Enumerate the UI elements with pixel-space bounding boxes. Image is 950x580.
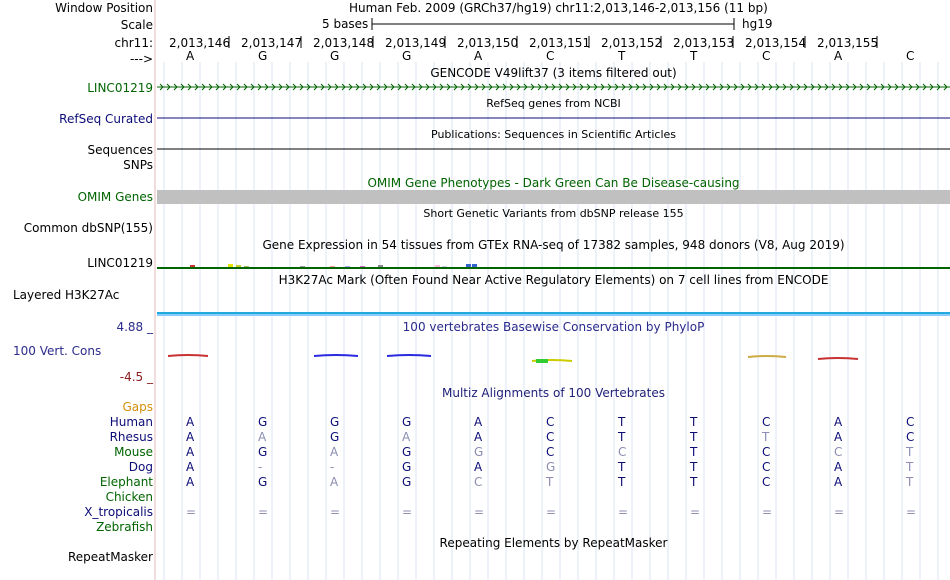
gencode-strand-arrow bbox=[230, 84, 233, 90]
alignment-base: T bbox=[618, 460, 626, 474]
gencode-strand-arrow bbox=[342, 84, 345, 90]
alignment-base: A bbox=[834, 415, 843, 429]
gencode-strand-arrow bbox=[517, 84, 520, 90]
alignment-base: C bbox=[762, 475, 771, 489]
gencode-strand-arrow bbox=[657, 84, 660, 90]
gencode-strand-arrow bbox=[580, 84, 583, 90]
phylop-min-label: -4.5 _ bbox=[119, 370, 153, 384]
gencode-strand-arrow bbox=[265, 84, 268, 90]
alignment-base: A bbox=[402, 430, 411, 444]
publications-track-title: Publications: Sequences in Scientific Articles bbox=[431, 128, 676, 141]
gencode-strand-arrow bbox=[251, 84, 254, 90]
alignment-base: A bbox=[330, 445, 339, 459]
gencode-strand-arrow bbox=[699, 84, 702, 90]
gencode-strand-arrow bbox=[622, 84, 625, 90]
gencode-strand-arrow bbox=[510, 84, 513, 90]
gencode-strand-arrow bbox=[636, 84, 639, 90]
phylop-score-segment bbox=[387, 355, 431, 356]
gtex-tissue-bar bbox=[345, 266, 350, 267]
omim-feature-bar bbox=[157, 190, 950, 204]
gencode-strand-arrow bbox=[748, 84, 751, 90]
phylop-track-label[interactable]: 100 Vert. Cons bbox=[13, 344, 102, 358]
alignment-base: = bbox=[762, 505, 773, 519]
gencode-strand-arrow bbox=[608, 84, 611, 90]
scale-label: Scale bbox=[120, 18, 153, 32]
alignment-base: C bbox=[762, 445, 771, 459]
gencode-strand-arrow bbox=[720, 84, 723, 90]
ruler-position-label: 2,013,149 bbox=[385, 36, 447, 50]
gencode-strand-arrow bbox=[818, 84, 821, 90]
gencode-strand-arrow bbox=[503, 84, 506, 90]
gencode-strand-arrow bbox=[314, 84, 317, 90]
gencode-strand-arrow bbox=[839, 84, 842, 90]
gtex-tissue-bar bbox=[190, 265, 195, 267]
alignment-base: G bbox=[402, 460, 412, 474]
position-title: Human Feb. 2009 (GRCh37/hg19) chr11:2,013,146-2,013,156 (11 bp) bbox=[349, 1, 768, 15]
alignment-base: = bbox=[546, 505, 557, 519]
gencode-strand-arrow bbox=[216, 84, 219, 90]
ruler-base: G bbox=[258, 49, 268, 63]
alignment-base: A bbox=[186, 430, 195, 444]
gencode-strand-arrow bbox=[174, 84, 177, 90]
gencode-strand-arrow bbox=[804, 84, 807, 90]
gencode-strand-arrow bbox=[356, 84, 359, 90]
gencode-strand-arrow bbox=[300, 84, 303, 90]
alignment-base: C bbox=[762, 460, 771, 474]
phylop-score-segment bbox=[314, 355, 358, 356]
gencode-strand-arrow bbox=[811, 84, 814, 90]
gencode-strand-arrow bbox=[349, 84, 352, 90]
omim-track-label[interactable]: OMIM Genes bbox=[77, 190, 153, 204]
gencode-strand-arrow bbox=[545, 84, 548, 90]
alignment-base: T bbox=[762, 430, 770, 444]
alignment-base: = bbox=[690, 505, 701, 519]
gencode-strand-arrow bbox=[573, 84, 576, 90]
gencode-strand-arrow bbox=[321, 84, 324, 90]
alignment-base: T bbox=[690, 415, 698, 429]
alignment-base: = bbox=[402, 505, 413, 519]
ruler-position-label: 2,013,146 bbox=[169, 36, 231, 50]
ruler-position-label: 2,013,147 bbox=[241, 36, 303, 50]
alignment-base: A bbox=[258, 430, 267, 444]
gencode-strand-arrow bbox=[377, 84, 380, 90]
h3k27ac-signal-a bbox=[157, 312, 950, 314]
ruler-position-label: 2,013,151 bbox=[529, 36, 591, 50]
gencode-strand-arrow bbox=[391, 84, 394, 90]
ruler-base: C bbox=[906, 49, 915, 63]
ruler-position-label: 2,013,154 bbox=[745, 36, 807, 50]
gencode-strand-arrow bbox=[594, 84, 597, 90]
gencode-strand-arrow bbox=[643, 84, 646, 90]
ruler-base: G bbox=[330, 49, 340, 63]
gencode-strand-arrow bbox=[531, 84, 534, 90]
alignment-base: = bbox=[186, 505, 197, 519]
gencode-strand-arrow bbox=[524, 84, 527, 90]
alignment-base: C bbox=[906, 430, 915, 444]
alignment-base: T bbox=[546, 475, 554, 489]
multiz-track-title: Multiz Alignments of 100 Vertebrates bbox=[441, 386, 666, 400]
ruler-base: T bbox=[618, 49, 626, 63]
alignment-base: G bbox=[258, 415, 268, 429]
gencode-strand-arrow bbox=[167, 84, 170, 90]
gencode-strand-arrow bbox=[552, 84, 555, 90]
alignment-base: T bbox=[906, 475, 914, 489]
gencode-strand-arrow bbox=[671, 84, 674, 90]
gtex-tissue-bar bbox=[378, 265, 383, 267]
gencode-strand-arrow bbox=[734, 84, 737, 90]
species-label-mouse[interactable]: Mouse bbox=[114, 445, 153, 459]
alignment-base: A bbox=[186, 460, 195, 474]
alignment-base: G bbox=[330, 415, 340, 429]
gencode-strand-arrow bbox=[195, 84, 198, 90]
gtex-track-label[interactable]: LINC01219 bbox=[87, 256, 153, 270]
gencode-strand-arrow bbox=[923, 84, 926, 90]
alignment-base: = bbox=[258, 505, 269, 519]
ruler-position-label: 2,013,152 bbox=[601, 36, 663, 50]
alignment-base: = bbox=[906, 505, 917, 519]
gencode-strand-arrow bbox=[846, 84, 849, 90]
alignment-base: A bbox=[474, 460, 483, 474]
gencode-strand-arrow bbox=[426, 84, 429, 90]
gencode-strand-arrow bbox=[566, 84, 569, 90]
gencode-strand-arrow bbox=[209, 84, 212, 90]
alignment-base: T bbox=[690, 460, 698, 474]
gtex-tissue-bar bbox=[300, 266, 305, 267]
gtex-tissue-bar bbox=[472, 264, 477, 267]
gencode-strand-arrow bbox=[888, 84, 891, 90]
alignment-base: C bbox=[618, 445, 627, 459]
alignment-base: A bbox=[834, 430, 843, 444]
gencode-strand-arrow bbox=[160, 84, 163, 90]
ruler-position-label: 2,013,148 bbox=[313, 36, 375, 50]
ruler-base: C bbox=[546, 49, 555, 63]
gencode-strand-arrow bbox=[825, 84, 828, 90]
alignment-base: = bbox=[834, 505, 845, 519]
alignment-base: G bbox=[402, 475, 412, 489]
scale-text: 5 bases bbox=[322, 17, 369, 31]
gencode-strand-arrow bbox=[881, 84, 884, 90]
ruler-position-label: 2,013,150 bbox=[457, 36, 519, 50]
gencode-strand-arrow bbox=[237, 84, 240, 90]
alignment-base: G bbox=[330, 430, 340, 444]
gencode-strand-arrow bbox=[328, 84, 331, 90]
alignment-base: C bbox=[906, 415, 915, 429]
publications-label-line2[interactable]: SNPs bbox=[123, 158, 153, 172]
gencode-strand-arrow bbox=[867, 84, 870, 90]
window-position-label: Window Position bbox=[55, 1, 153, 15]
gencode-strand-arrow bbox=[832, 84, 835, 90]
gencode-strand-arrow bbox=[419, 84, 422, 90]
gencode-strand-arrow bbox=[769, 84, 772, 90]
gencode-strand-arrow bbox=[384, 84, 387, 90]
alignment-base: G bbox=[474, 445, 484, 459]
gencode-strand-arrow bbox=[496, 84, 499, 90]
chrom-label: chr11: bbox=[114, 36, 153, 50]
gencode-strand-arrow bbox=[244, 84, 247, 90]
alignment-base: A bbox=[186, 445, 195, 459]
species-label-dog[interactable]: Dog bbox=[128, 460, 153, 474]
gencode-strand-arrow bbox=[741, 84, 744, 90]
gencode-strand-arrow bbox=[398, 84, 401, 90]
gtex-tissue-bar bbox=[360, 266, 365, 267]
ruler-base: T bbox=[690, 49, 698, 63]
gtex-tissue-bar bbox=[244, 266, 249, 267]
gencode-strand-arrow bbox=[447, 84, 450, 90]
alignment-base: C bbox=[546, 445, 555, 459]
alignment-base: T bbox=[906, 445, 914, 459]
alignment-base: = bbox=[618, 505, 629, 519]
gencode-strand-arrow bbox=[685, 84, 688, 90]
phylop-score-segment bbox=[536, 359, 548, 363]
strand-label: ---> bbox=[129, 52, 153, 66]
phylop-score-segment bbox=[748, 356, 786, 357]
phylop-max-label: 4.88 _ bbox=[116, 320, 153, 334]
gencode-strand-arrow bbox=[468, 84, 471, 90]
gtex-track-title: Gene Expression in 54 tissues from GTEx RNA-seq of 17382 samples, 948 donors (V8, Aug 2019) bbox=[262, 238, 845, 252]
gencode-strand-arrow bbox=[258, 84, 261, 90]
ruler-base: A bbox=[474, 49, 483, 63]
repeatmasker-track-title: Repeating Elements by RepeatMasker bbox=[439, 536, 668, 550]
phylop-score-segment bbox=[168, 355, 208, 356]
gencode-strand-arrow bbox=[678, 84, 681, 90]
alignment-base: T bbox=[618, 430, 626, 444]
ruler-base: A bbox=[186, 49, 195, 63]
alignment-base: C bbox=[762, 415, 771, 429]
gencode-strand-arrow bbox=[853, 84, 856, 90]
alignment-base: G bbox=[402, 415, 412, 429]
gencode-strand-arrow bbox=[335, 84, 338, 90]
gtex-tissue-bar bbox=[435, 265, 440, 267]
alignment-base: G bbox=[258, 475, 268, 489]
gtex-tissue-bar bbox=[466, 264, 471, 267]
gencode-strand-arrow bbox=[790, 84, 793, 90]
gencode-strand-arrow bbox=[783, 84, 786, 90]
gencode-strand-arrow bbox=[286, 84, 289, 90]
alignment-base: A bbox=[474, 415, 483, 429]
gencode-strand-arrow bbox=[405, 84, 408, 90]
gencode-strand-arrow bbox=[475, 84, 478, 90]
gencode-strand-arrow bbox=[762, 84, 765, 90]
dbsnp-track-title: Short Genetic Variants from dbSNP release 155 bbox=[423, 207, 684, 220]
alignment-base: A bbox=[186, 415, 195, 429]
assembly-label: hg19 bbox=[742, 17, 773, 31]
gencode-strand-arrow bbox=[930, 84, 933, 90]
alignment-base: T bbox=[690, 475, 698, 489]
gencode-strand-arrow bbox=[188, 84, 191, 90]
alignment-base: A bbox=[330, 475, 339, 489]
ruler-base: A bbox=[834, 49, 843, 63]
gtex-tissue-bar bbox=[330, 266, 335, 267]
gencode-strand-arrow bbox=[776, 84, 779, 90]
species-label-elephant[interactable]: Elephant bbox=[99, 475, 153, 489]
gencode-track-title: GENCODE V49lift37 (3 items filtered out) bbox=[430, 66, 677, 80]
gencode-strand-arrow bbox=[706, 84, 709, 90]
gencode-strand-arrow bbox=[181, 84, 184, 90]
gencode-gene-label[interactable]: LINC01219 bbox=[87, 81, 153, 95]
gencode-strand-arrow bbox=[454, 84, 457, 90]
alignment-base: = bbox=[330, 505, 341, 519]
gencode-strand-arrow bbox=[272, 84, 275, 90]
gencode-strand-arrow bbox=[307, 84, 310, 90]
ruler-position-label: 2,013,153 bbox=[673, 36, 735, 50]
gencode-strand-arrow bbox=[615, 84, 618, 90]
gencode-strand-arrow bbox=[902, 84, 905, 90]
gencode-strand-arrow bbox=[293, 84, 296, 90]
alignment-base: C bbox=[834, 445, 843, 459]
gencode-strand-arrow bbox=[370, 84, 373, 90]
gencode-strand-arrow bbox=[944, 84, 947, 90]
gencode-strand-arrow bbox=[601, 84, 604, 90]
gencode-strand-arrow bbox=[461, 84, 464, 90]
gencode-strand-arrow bbox=[538, 84, 541, 90]
gencode-strand-arrow bbox=[279, 84, 282, 90]
ruler-base: C bbox=[762, 49, 771, 63]
h3k27ac-track-title: H3K27Ac Mark (Often Found Near Active Regulatory Elements) on 7 cell lines from ENCODE bbox=[278, 273, 829, 287]
alignment-base: T bbox=[690, 430, 698, 444]
gencode-strand-arrow bbox=[489, 84, 492, 90]
gencode-strand-arrow bbox=[412, 84, 415, 90]
gencode-strand-arrow bbox=[860, 84, 863, 90]
gencode-strand-arrow bbox=[937, 84, 940, 90]
alignment-base: = bbox=[474, 505, 485, 519]
gencode-strand-arrow bbox=[202, 84, 205, 90]
dbsnp-track-label[interactable]: Common dbSNP(155) bbox=[23, 221, 153, 235]
gtex-tissue-bar bbox=[442, 266, 447, 267]
gencode-strand-arrow bbox=[559, 84, 562, 90]
alignment-base: C bbox=[546, 430, 555, 444]
alignment-base: A bbox=[834, 460, 843, 474]
gencode-strand-arrow bbox=[874, 84, 877, 90]
alignment-base: A bbox=[186, 475, 195, 489]
gencode-strand-arrow bbox=[755, 84, 758, 90]
gencode-strand-arrow bbox=[223, 84, 226, 90]
gencode-strand-arrow bbox=[727, 84, 730, 90]
alignment-base: A bbox=[834, 475, 843, 489]
gencode-strand-arrow bbox=[629, 84, 632, 90]
h3k27ac-signal-b bbox=[157, 314, 950, 316]
alignment-base: T bbox=[690, 445, 698, 459]
alignment-base: G bbox=[546, 460, 556, 474]
gencode-strand-arrow bbox=[433, 84, 436, 90]
gencode-strand-arrow bbox=[909, 84, 912, 90]
refseq-track-label[interactable]: RefSeq Curated bbox=[59, 112, 153, 126]
species-label-x_tropicalis[interactable]: X_tropicalis bbox=[84, 505, 153, 519]
alignment-base: C bbox=[474, 475, 483, 489]
gtex-tissue-bar bbox=[228, 264, 233, 267]
alignment-base: A bbox=[474, 430, 483, 444]
alignment-base: - bbox=[330, 460, 335, 474]
publications-label-line1[interactable]: Sequences bbox=[87, 143, 153, 157]
gencode-strand-arrow bbox=[587, 84, 590, 90]
gencode-strand-arrow bbox=[650, 84, 653, 90]
gencode-strand-arrow bbox=[363, 84, 366, 90]
species-label-chicken[interactable]: Chicken bbox=[105, 490, 153, 504]
gencode-strand-arrow bbox=[916, 84, 919, 90]
species-label-human[interactable]: Human bbox=[109, 415, 153, 429]
phylop-score-segment bbox=[532, 360, 572, 361]
gaps-label: Gaps bbox=[122, 400, 153, 414]
ruler-position-label: 2,013,155 bbox=[817, 36, 879, 50]
ruler-base: G bbox=[402, 49, 412, 63]
phylop-track-title: 100 vertebrates Basewise Conservation by PhyloP bbox=[402, 320, 705, 334]
alignment-base: T bbox=[906, 460, 914, 474]
alignment-base: C bbox=[546, 415, 555, 429]
alignment-base: T bbox=[618, 415, 626, 429]
gencode-strand-arrow bbox=[440, 84, 443, 90]
gencode-strand-arrow bbox=[797, 84, 800, 90]
species-label-rhesus[interactable]: Rhesus bbox=[109, 430, 153, 444]
refseq-track-title: RefSeq genes from NCBI bbox=[486, 97, 621, 110]
alignment-base: - bbox=[258, 460, 263, 474]
h3k27ac-track-label[interactable]: Layered H3K27Ac bbox=[13, 288, 120, 302]
gencode-strand-arrow bbox=[664, 84, 667, 90]
species-label-zebrafish[interactable]: Zebrafish bbox=[96, 520, 153, 534]
gencode-strand-arrow bbox=[895, 84, 898, 90]
repeatmasker-track-label[interactable]: RepeatMasker bbox=[67, 550, 153, 564]
gencode-strand-arrow bbox=[713, 84, 716, 90]
alignment-base: G bbox=[402, 445, 412, 459]
gencode-strand-arrow bbox=[482, 84, 485, 90]
gtex-tissue-bar bbox=[236, 265, 241, 267]
gencode-strand-arrow bbox=[692, 84, 695, 90]
alignment-base: G bbox=[258, 445, 268, 459]
omim-track-title: OMIM Gene Phenotypes - Dark Green Can Be Disease-causing bbox=[367, 176, 740, 190]
alignment-base: T bbox=[618, 475, 626, 489]
phylop-score-segment bbox=[818, 358, 858, 359]
